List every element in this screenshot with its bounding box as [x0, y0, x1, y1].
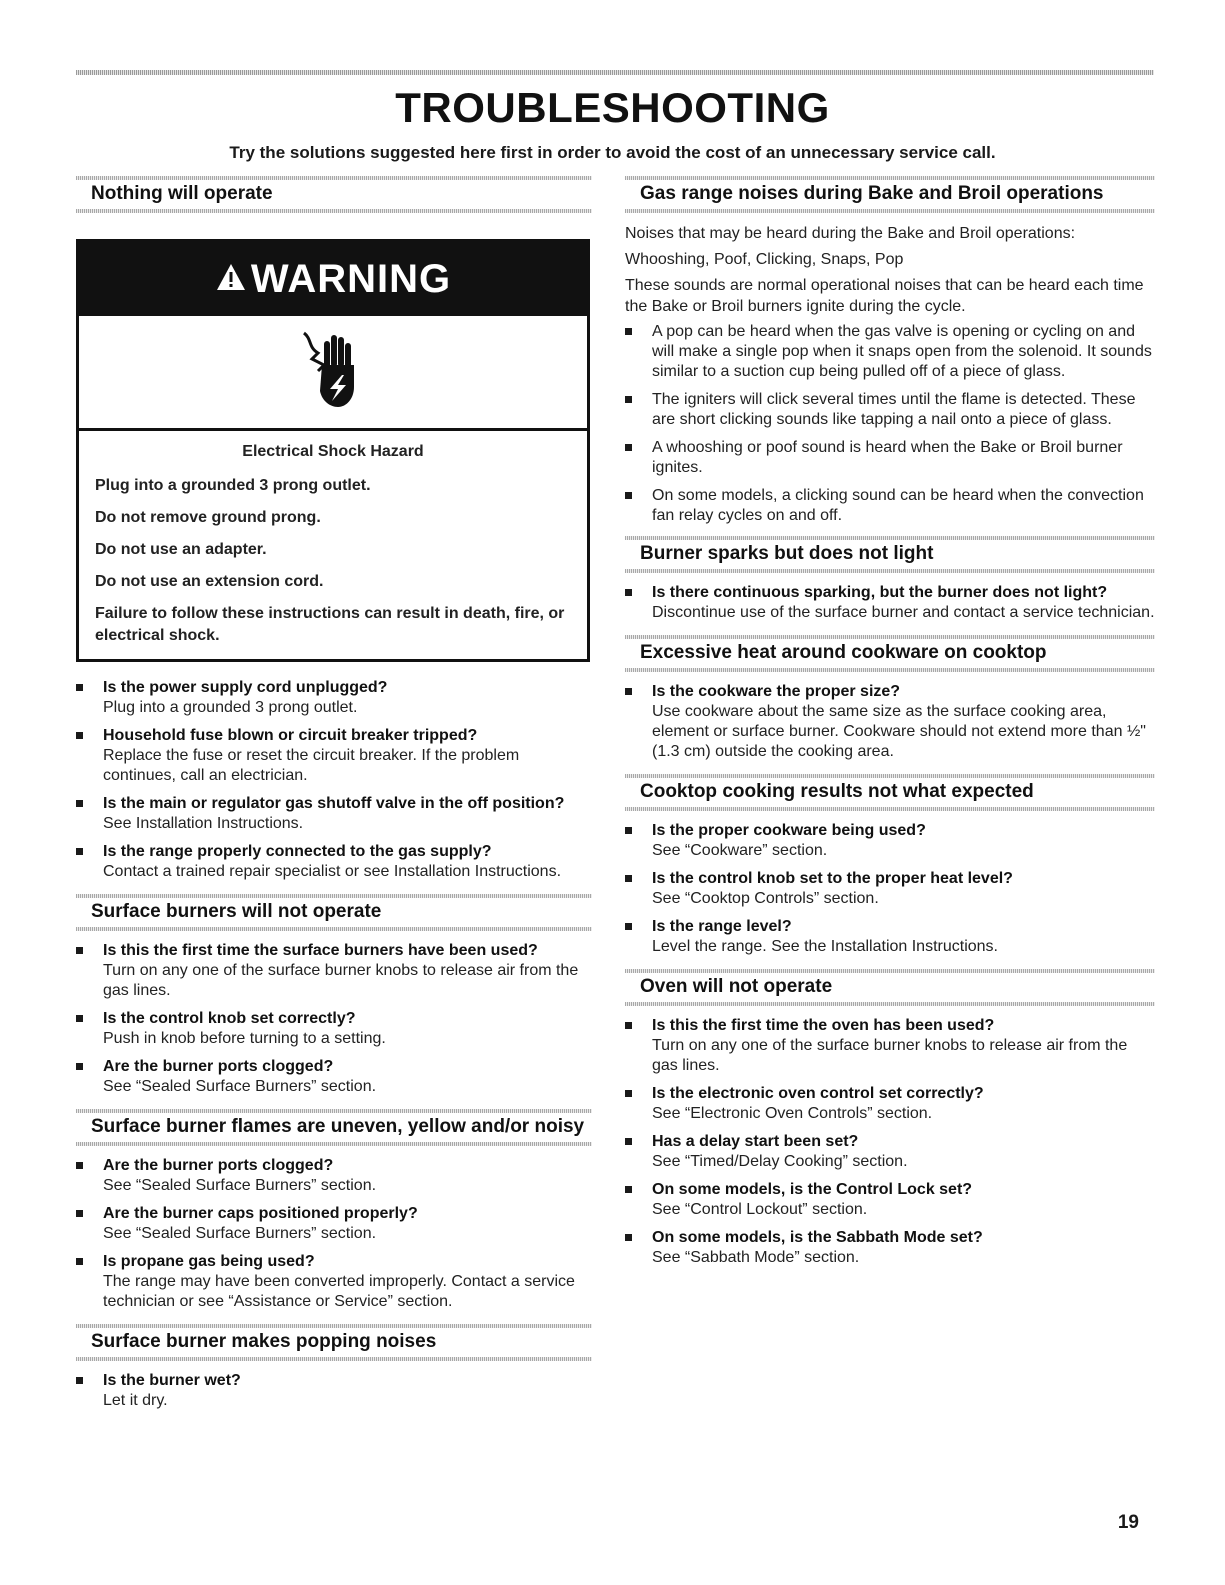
question: Are the burner ports clogged? — [103, 1157, 334, 1174]
item-list — [76, 1156, 592, 1312]
left-column — [76, 176, 592, 1419]
warning-label: WARNING — [250, 256, 452, 301]
answer: See “Electronic Oven Controls” section. — [652, 1105, 933, 1122]
warning-line: Do not use an adapter. — [95, 541, 267, 558]
section-burner-sparks — [625, 536, 1155, 623]
question: Household fuse blown or circuit breaker tripped? — [103, 727, 478, 744]
section-heading: Gas range noises during Bake and Broil operations — [625, 176, 1155, 213]
question: Is the control knob set correctly? — [103, 1010, 356, 1027]
question: Is this the first time the surface burners have been used? — [103, 942, 538, 959]
question: Is the power supply cord unplugged? — [103, 679, 388, 696]
list-item — [625, 1180, 1155, 1220]
item-list — [76, 941, 592, 1097]
section-nothing-will-operate — [76, 176, 592, 882]
section-gas-range-noises — [625, 176, 1155, 526]
list-item — [76, 1371, 592, 1411]
page-subtitle: Try the solutions suggested here first in order to avoid the cost of an unnecessary service call. — [229, 143, 996, 162]
list-item — [76, 678, 592, 718]
list-item — [625, 1228, 1155, 1268]
answer: Push in knob before turning to a setting. — [103, 1030, 386, 1047]
item-list — [625, 322, 1155, 526]
list-item — [76, 1252, 592, 1312]
top-rule — [76, 70, 1154, 75]
question: Has a delay start been set? — [652, 1133, 859, 1150]
electrical-shock-hazard-icon — [298, 325, 368, 420]
question: Is the range properly connected to the gas supply? — [103, 843, 492, 860]
list-item — [625, 438, 1155, 478]
right-column — [625, 176, 1155, 1276]
answer: See “Sealed Surface Burners” section. — [103, 1225, 377, 1242]
question: On some models, is the Sabbath Mode set? — [652, 1229, 983, 1246]
section-heading: Surface burners will not operate — [76, 894, 592, 931]
list-item — [76, 1057, 592, 1097]
section-heading: Excessive heat around cookware on cooktop — [625, 635, 1155, 672]
bullet-text: On some models, a clicking sound can be heard when the convection fan relay cycles on and off. — [652, 487, 1144, 524]
list-item — [76, 1009, 592, 1049]
list-item — [625, 682, 1155, 762]
list-item — [625, 1132, 1155, 1172]
question: On some models, is the Control Lock set? — [652, 1181, 973, 1198]
bullet-text: The igniters will click several times until the flame is detected. These are short clicking sounds like tapping a nail onto a piece of glass. — [652, 391, 1136, 428]
warning-hazard-title: Electrical Shock Hazard — [242, 443, 424, 460]
list-item — [625, 821, 1155, 861]
list-item — [76, 842, 592, 882]
answer: Let it dry. — [103, 1392, 168, 1409]
question: Are the burner caps positioned properly? — [103, 1205, 418, 1222]
item-list — [625, 1016, 1155, 1268]
question: Is the main or regulator gas shutoff valve in the off position? — [103, 795, 565, 812]
warning-body — [79, 431, 587, 659]
list-item — [625, 583, 1155, 623]
page-title: TROUBLESHOOTING — [395, 84, 830, 131]
paragraph: These sounds are normal operational noises that can be heard each time the Bake or Broil burners ignite during the cycle. — [625, 277, 1144, 315]
section-heading: Nothing will operate — [76, 176, 592, 213]
answer: See “Cookware” section. — [652, 842, 828, 859]
answer: See “Sealed Surface Burners” section. — [103, 1078, 377, 1095]
warning-box — [76, 239, 590, 662]
answer: Use cookware about the same size as the surface cooking area, element or surface burner. Cookware should not extend more than ½" (1.3 cm) outside the cooking area. — [652, 703, 1146, 760]
question: Are the burner ports clogged? — [103, 1058, 334, 1075]
question: Is this the first time the oven has been used? — [652, 1017, 995, 1034]
answer: Replace the fuse or reset the circuit breaker. If the problem continues, call an electrician. — [103, 747, 520, 784]
section-heading: Oven will not operate — [625, 969, 1155, 1006]
answer: Level the range. See the Installation Instructions. — [652, 938, 998, 955]
section-heading: Cooktop cooking results not what expected — [625, 774, 1155, 811]
paragraph: Noises that may be heard during the Bake and Broil operations: — [625, 225, 1076, 242]
item-list — [625, 682, 1155, 762]
list-item — [625, 1084, 1155, 1124]
item-list — [625, 821, 1155, 957]
bullet-text: A whooshing or poof sound is heard when the Bake or Broil burner ignites. — [652, 439, 1123, 476]
answer: See “Timed/Delay Cooking” section. — [652, 1153, 908, 1170]
list-item — [76, 1204, 592, 1244]
section-heading: Surface burner makes popping noises — [76, 1324, 592, 1361]
list-item — [76, 794, 592, 834]
bullet-text: A pop can be heard when the gas valve is opening or cycling on and will make a single pop when it snaps open from the solenoid. It sounds similar to a suction cup being pulled off of a piece of glass. — [652, 323, 1152, 380]
question: Is the burner wet? — [103, 1372, 241, 1389]
answer: See “Cooktop Controls” section. — [652, 890, 879, 907]
section-oven-will-not-operate — [625, 969, 1155, 1268]
list-item — [625, 322, 1155, 382]
list-item — [625, 390, 1155, 430]
answer: Turn on any one of the surface burner knobs to release air from the gas lines. — [103, 962, 579, 999]
answer: Contact a trained repair specialist or see Installation Instructions. — [103, 863, 562, 880]
item-list — [76, 678, 592, 882]
question: Is the electronic oven control set correctly? — [652, 1085, 984, 1102]
answer: Plug into a grounded 3 prong outlet. — [103, 699, 358, 716]
warning-line: Do not use an extension cord. — [95, 573, 324, 590]
section-surface-burner-flames — [76, 1109, 592, 1312]
list-item — [625, 486, 1155, 526]
answer: The range may have been converted improperly. Contact a service technician or see “Assistance or Service” section. — [103, 1273, 575, 1310]
page-number: 19 — [1117, 1512, 1139, 1533]
list-item — [625, 917, 1155, 957]
section-heading: Surface burner flames are uneven, yellow and/or noisy — [76, 1109, 592, 1146]
section-surface-burners-will-not-operate — [76, 894, 592, 1097]
list-item — [625, 869, 1155, 909]
list-item — [625, 1016, 1155, 1076]
question: Is the range level? — [652, 918, 792, 935]
section-heading: Burner sparks but does not light — [625, 536, 1155, 573]
paragraph: Whooshing, Poof, Clicking, Snaps, Pop — [625, 251, 904, 268]
list-item — [76, 726, 592, 786]
answer: Turn on any one of the surface burner knobs to release air from the gas lines. — [652, 1037, 1128, 1074]
answer: See “Control Lockout” section. — [652, 1201, 868, 1218]
warning-header — [79, 242, 587, 316]
question: Is propane gas being used? — [103, 1253, 315, 1270]
warning-triangle-icon — [215, 257, 247, 302]
item-list — [76, 1371, 592, 1411]
answer: See “Sealed Surface Burners” section. — [103, 1177, 377, 1194]
warning-line: Failure to follow these instructions can result in death, fire, or electrical shock. — [95, 605, 565, 644]
question: Is there continuous sparking, but the burner does not light? — [652, 584, 1108, 601]
section-cooktop-results — [625, 774, 1155, 957]
answer: See “Sabbath Mode” section. — [652, 1249, 860, 1266]
warning-line: Do not remove ground prong. — [95, 509, 321, 526]
section-excessive-heat — [625, 635, 1155, 762]
list-item — [76, 1156, 592, 1196]
question: Is the control knob set to the proper heat level? — [652, 870, 1013, 887]
warning-line: Plug into a grounded 3 prong outlet. — [95, 477, 371, 494]
answer: See Installation Instructions. — [103, 815, 304, 832]
item-list — [625, 583, 1155, 623]
list-item — [76, 941, 592, 1001]
answer: Discontinue use of the surface burner and contact a service technician. — [652, 604, 1155, 621]
question: Is the cookware the proper size? — [652, 683, 901, 700]
section-surface-burner-popping — [76, 1324, 592, 1411]
question: Is the proper cookware being used? — [652, 822, 926, 839]
